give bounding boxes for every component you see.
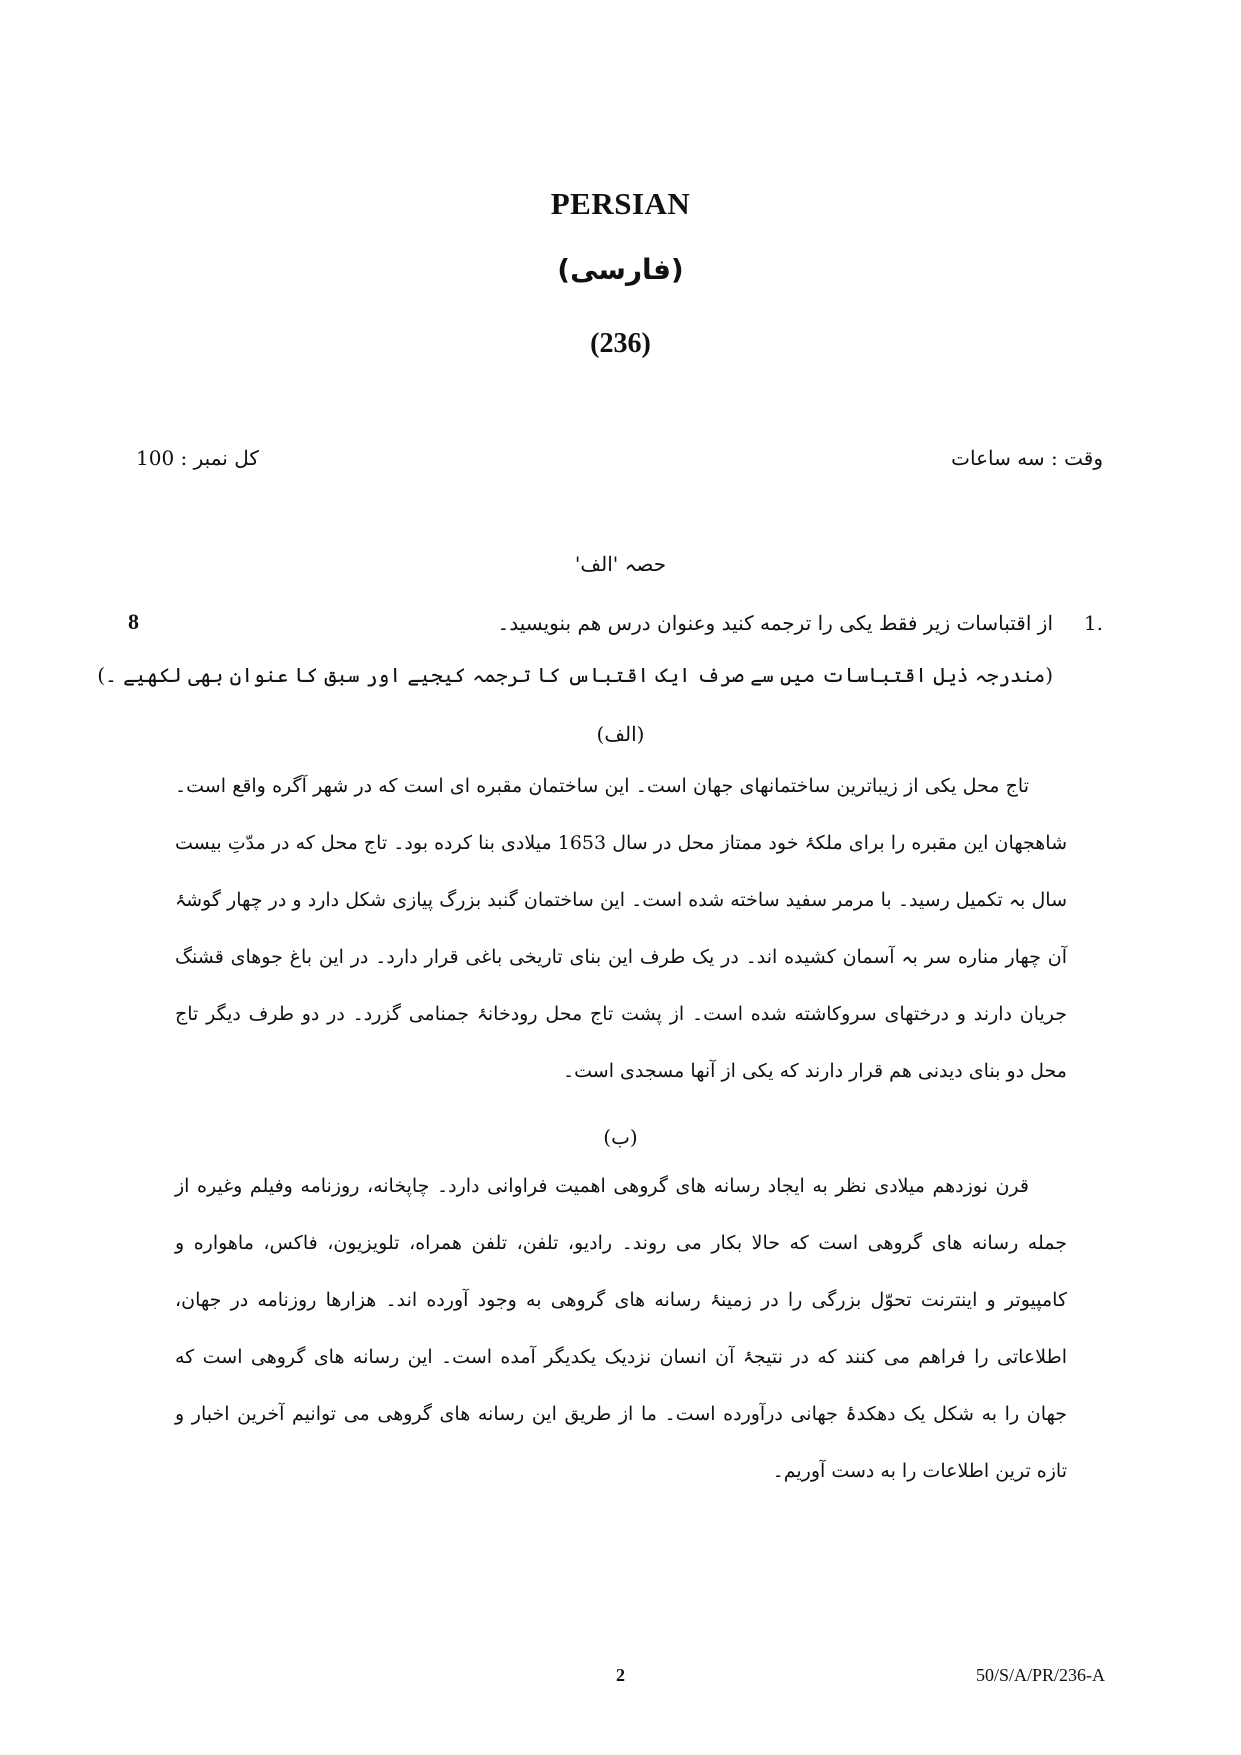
question-marks: 8	[128, 609, 139, 634]
page-subtitle: (فارسی)	[557, 253, 684, 286]
page-number: 2	[616, 1665, 625, 1685]
question-instruction-urdu: (مندرجہ ذیل اقتباسات میں سے صرف ایک اقتباس کا ترجمہ کیجیے اور سبق کا عنوان بھی لکھیے ۔)	[97, 663, 1053, 687]
exam-time: وقت : سه ساعات	[951, 446, 1103, 470]
page-title: PERSIAN	[550, 186, 691, 221]
document-code: 50/S/A/PR/236-A	[975, 1665, 1105, 1685]
passage-a-text: تاج محل یکی از زیباترین ساختمانهای جهان است۔ این ساختمان مقبره ای است که در شهر آگره واقع است۔ شاهجهان این مقبره را برای ملکۂ خود ممتاز محل در سال 1653 میلادی بنا کرده بود۔ تاج محل که در مدّتِ بیست سال بہ تکمیل رسید۔ با مرمر سفید ساخته شده است۔ این ساختمان گنبد بزرگ پیازی شکل دارد و در چهار گوشۂ آن چهار مناره سر بہ آسمان کشیده اند۔ در یک طرف این بنای تاریخی باغی قرار دارد۔ در این باغ جوهای قشنگ جریان دارند و درختهای سروکاشته شده است۔ از پشت تاج محل رودخانۂ جمنامی گزرد۔ در دو طرف دیگر تاج محل دو بنای دیدنی هم قرار دارند که یکی از آنها مسجدی است۔	[175, 775, 1067, 1082]
question-instruction-persian: از اقتباسات زیر فقط یکی را ترجمه کنید وعنوان درس هم بنویسید۔	[497, 611, 1053, 635]
passage-b-text: قرن نوزدهم میلادی نظر به ایجاد رسانه های گروهی اهمیت فراوانی دارد۔ چاپخانه، روزنامه وفیلم وغیره از جمله رسانه های گروهی است که حالا بکار می روند۔ رادیو، تلفن، تلفن همراه، تلویزیون، فاکس، ماهواره و کامپیوتر و اینترنت تحوّل بزرگی را در زمینۂ رسانه های گروهی به وجود آورده اند۔ هزارها روزنامه در جهان، اطلاعاتی را فراهم می کنند که در نتیجۂ آن انسان نزدیک یکدیگر آمده است۔ این رسانه های گروهی است که جهان را به شکل یک دهکدۂ جهانی درآورده است۔ ما از طریق این رسانه های گروهی می توانیم آخرین اخبار و تازه ترین اطلاعات را به دست آوریم۔	[175, 1175, 1067, 1482]
passage-b-label: (ب)	[603, 1125, 638, 1149]
question-number: 1.	[1083, 611, 1103, 635]
subject-code: (236)	[590, 328, 651, 359]
total-marks: کل نمبر : 100	[136, 446, 259, 470]
passage-a-label: (الف)	[596, 722, 645, 746]
section-title: حصہ 'الف'	[574, 552, 667, 576]
